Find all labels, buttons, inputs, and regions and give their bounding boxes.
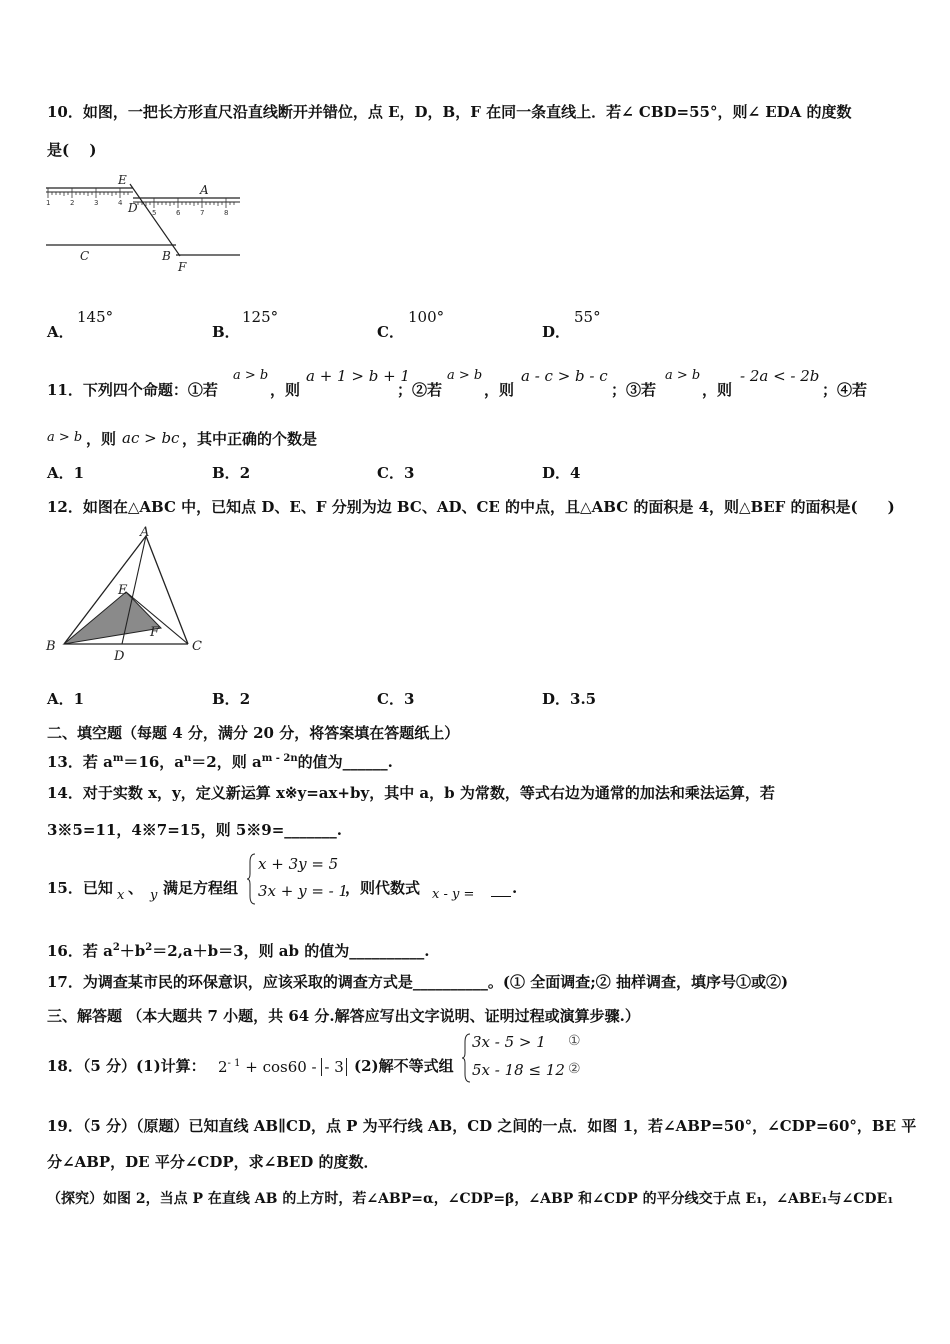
ruler-tick-6: 6: [176, 209, 181, 217]
label-B: B: [162, 249, 171, 263]
q11-p6: ，则: [702, 381, 733, 399]
q10-option-b-value: 125°: [242, 308, 279, 326]
q11-m2: a + 1 > b + 1: [306, 367, 410, 385]
q11-p1: 11．下列四个命题：①若: [47, 381, 218, 399]
ruler-tick-5: 5: [152, 209, 157, 217]
label-F: F: [150, 625, 160, 640]
q14-line2: 3※5=11，4※7=15，则 5※9=_______.: [47, 821, 343, 839]
label-C: C: [192, 639, 202, 654]
label-C: C: [80, 249, 90, 263]
q11-p8: ，则: [86, 430, 117, 448]
q11-p5: ；③若: [611, 381, 657, 399]
q18-circle-2: ②: [568, 1061, 581, 1077]
q18-brace: [462, 1032, 472, 1084]
q11-option-b: B．2: [212, 464, 251, 482]
q13-text: 13．若 $a^m=16$，$a^n=2$，则 $a^{m - 2n}$的值为______.: [47, 753, 393, 771]
q10-option-b-label: B．: [212, 323, 240, 341]
q12-option-d: D．3.5: [542, 690, 597, 708]
q10-ruler-figure: [40, 172, 250, 277]
q18-ineq1: 3x - 5 > 1: [472, 1033, 546, 1051]
q15-x: x: [117, 888, 125, 903]
q18-expr: $2^{- 1} + \cos 60$ - - 3: [218, 1058, 347, 1076]
q15-expr: x - y =: [432, 887, 475, 902]
q10-option-d-value: 55°: [574, 308, 601, 326]
q11-m4: a - c > b - c: [521, 367, 608, 385]
section-2-heading: 二、填空题（每题 4 分，满分 20 分，将答案填在答题纸上）: [47, 724, 460, 742]
q18-p1: 18．（5 分）(1)计算：: [47, 1057, 206, 1075]
q15-eq2: 3x + y = - 1: [258, 882, 349, 900]
label-A: A: [140, 525, 150, 540]
q19-line1: 19．（5 分）（原题）已知直线 AB∥CD，点 P 为平行线 AB，CD 之间的一点．如图 1，若∠ABP=50°，∠CDP=60°，BE 平: [47, 1117, 917, 1135]
label-F: F: [178, 260, 187, 274]
q12-option-a: A．1: [47, 690, 85, 708]
q18-circle-1: ①: [568, 1033, 581, 1049]
q15-eq1: x + 3y = 5: [258, 855, 339, 873]
q11-m6: - 2a < - 2b: [740, 367, 820, 385]
q14-line1: 14．对于实数 x，y，定义新运算 x※y=ax+by，其中 a，b 为常数，等式右边为通常的加法和乘法运算，若: [47, 784, 775, 802]
q18-p2: (2)解不等式组: [354, 1057, 454, 1075]
q11-option-c: C．3: [377, 464, 415, 482]
q11-option-a: A．1: [47, 464, 85, 482]
ruler-tick-4: 4: [118, 199, 123, 207]
q15-sep: 、: [128, 879, 144, 897]
q19-line2: 分∠ABP，DE 平分∠CDP，求∠BED 的度数．: [47, 1153, 379, 1171]
q12-option-b: B．2: [212, 690, 251, 708]
q15-p2: 满足方程组: [163, 879, 239, 897]
q11-m5: a > b: [665, 368, 701, 383]
label-E: E: [118, 173, 127, 187]
q11-m1: a > b: [233, 368, 269, 383]
label-A: A: [200, 183, 209, 197]
q15-brace: [247, 852, 257, 906]
q12-option-c: C．3: [377, 690, 415, 708]
q11-m3: a > b: [447, 368, 483, 383]
q10-text: 10．如图，一把长方形直尺沿直线断开并错位，点 E，D，B，F 在同一条直线上．若∠ CBD=55°，则∠ EDA 的度数: [47, 103, 852, 121]
q10-option-a-label: A．: [47, 323, 74, 341]
q10-option-c-value: 100°: [408, 308, 445, 326]
q11-m8: ac > bc: [122, 429, 180, 447]
q11-p9: ，其中正确的个数是: [182, 430, 318, 448]
q15-y: y: [150, 888, 158, 903]
q15-answer-blank: [491, 882, 511, 897]
q15-end: .: [512, 879, 518, 897]
ruler-tick-2: 2: [70, 199, 75, 207]
q18-ineq2: 5x - 18 ≤ 12: [472, 1061, 565, 1079]
ruler-tick-1: 1: [46, 199, 51, 207]
q10-option-d-label: D．: [542, 323, 571, 341]
q15-p1: 15．已知: [47, 879, 113, 897]
q10-option-c-label: C．: [377, 323, 404, 341]
q11-p7: ；④若: [822, 381, 868, 399]
ruler-tick-7: 7: [200, 209, 205, 217]
q11-m7: a > b: [47, 430, 83, 445]
q12-triangle-figure: [40, 522, 220, 667]
q11-option-d: D．4: [542, 464, 581, 482]
label-B: B: [46, 639, 56, 654]
q10-option-a-value: 145°: [77, 308, 114, 326]
section-3-heading: 三、解答题 （本大题共 7 小题，共 64 分.解答应写出文字说明、证明过程或演算步骤.）: [47, 1007, 640, 1025]
q11-p2: ，则: [270, 381, 301, 399]
q15-p3: ，则代数式: [345, 879, 421, 897]
q11-p4: ，则: [484, 381, 515, 399]
q11-p3: ；②若: [397, 381, 443, 399]
q17-text: 17．为调查某市民的环保意识，应该采取的调查方式是__________。(① 全面调查;② 抽样调查，填序号①或②): [47, 973, 789, 991]
q16-text: 16．若 $a^2+b^2=2,a+b=3$，则 ab 的值为__________.: [47, 942, 430, 960]
q12-text: 12．如图在△ABC 中，已知点 D、E、F 分别为边 BC、AD、CE 的中点，且△ABC 的面积是 4，则△BEF 的面积是( ): [47, 498, 895, 516]
label-D: D: [128, 201, 138, 215]
label-E: E: [118, 583, 128, 598]
q10-text-cont: 是( ): [47, 141, 97, 159]
ruler-tick-8: 8: [224, 209, 229, 217]
q19-line3: （探究）如图 2，当点 P 在直线 AB 的上方时，若∠ABP=α，∠CDP=β，∠ABP 和∠CDP 的平分线交于点 E₁，∠ABE₁与∠CDE₁: [47, 1191, 894, 1207]
label-D: D: [114, 649, 125, 664]
ruler-tick-3: 3: [94, 199, 99, 207]
